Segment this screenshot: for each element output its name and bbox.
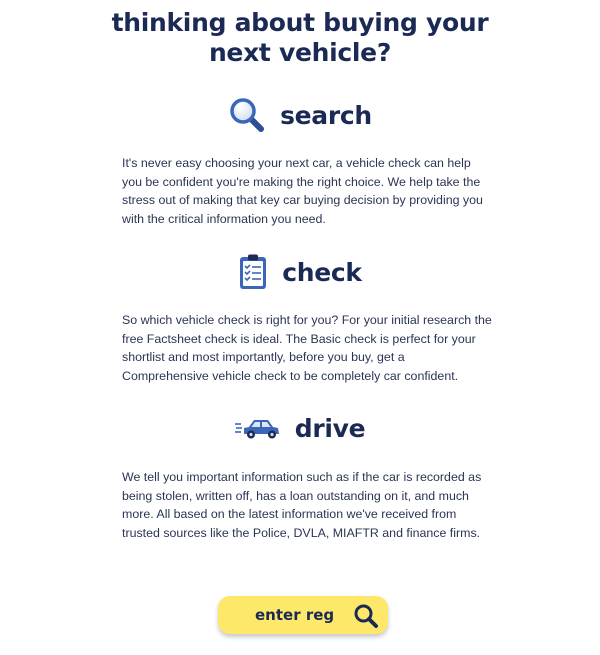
section-title-drive: drive <box>294 413 366 443</box>
magnifier-icon <box>228 96 266 134</box>
section-text-search: It's never easy choosing your next car, a vehicle check can help you be confident you're making the right choice. We help take the stress out of making that key car buying decision by providing you with the critical information you need. <box>122 156 483 226</box>
page-title <box>0 8 600 68</box>
section-title-search: search <box>280 100 372 130</box>
section-heading-search <box>0 95 600 135</box>
page-title-line-1: thinking about buying your <box>111 8 489 37</box>
section-text-drive: We tell you important information such as if the car is recorded as being stolen, written off, has a loan outstanding on it, and much more. All based on the latest information we've received from trusted sources like the Police, DVLA, MIAFTR and finance firms. <box>122 470 482 540</box>
section-heading-check <box>0 252 600 292</box>
section-text-check: So which vehicle check is right for you? For your initial research the free Factsheet check is ideal. The Basic check is perfect for your shortlist and most importantly, before you buy, get a Comprehensive vehicle check to be completely car confident. <box>122 313 492 383</box>
car-icon <box>235 415 281 441</box>
enter-reg-button[interactable] <box>218 596 388 634</box>
enter-reg-label: enter reg <box>255 606 335 624</box>
section-title-check: check <box>282 257 362 287</box>
clipboard-checklist-icon <box>238 253 268 291</box>
page-title-line-2: next vehicle? <box>208 38 392 67</box>
section-heading-drive <box>0 408 600 448</box>
search-icon <box>353 603 379 629</box>
